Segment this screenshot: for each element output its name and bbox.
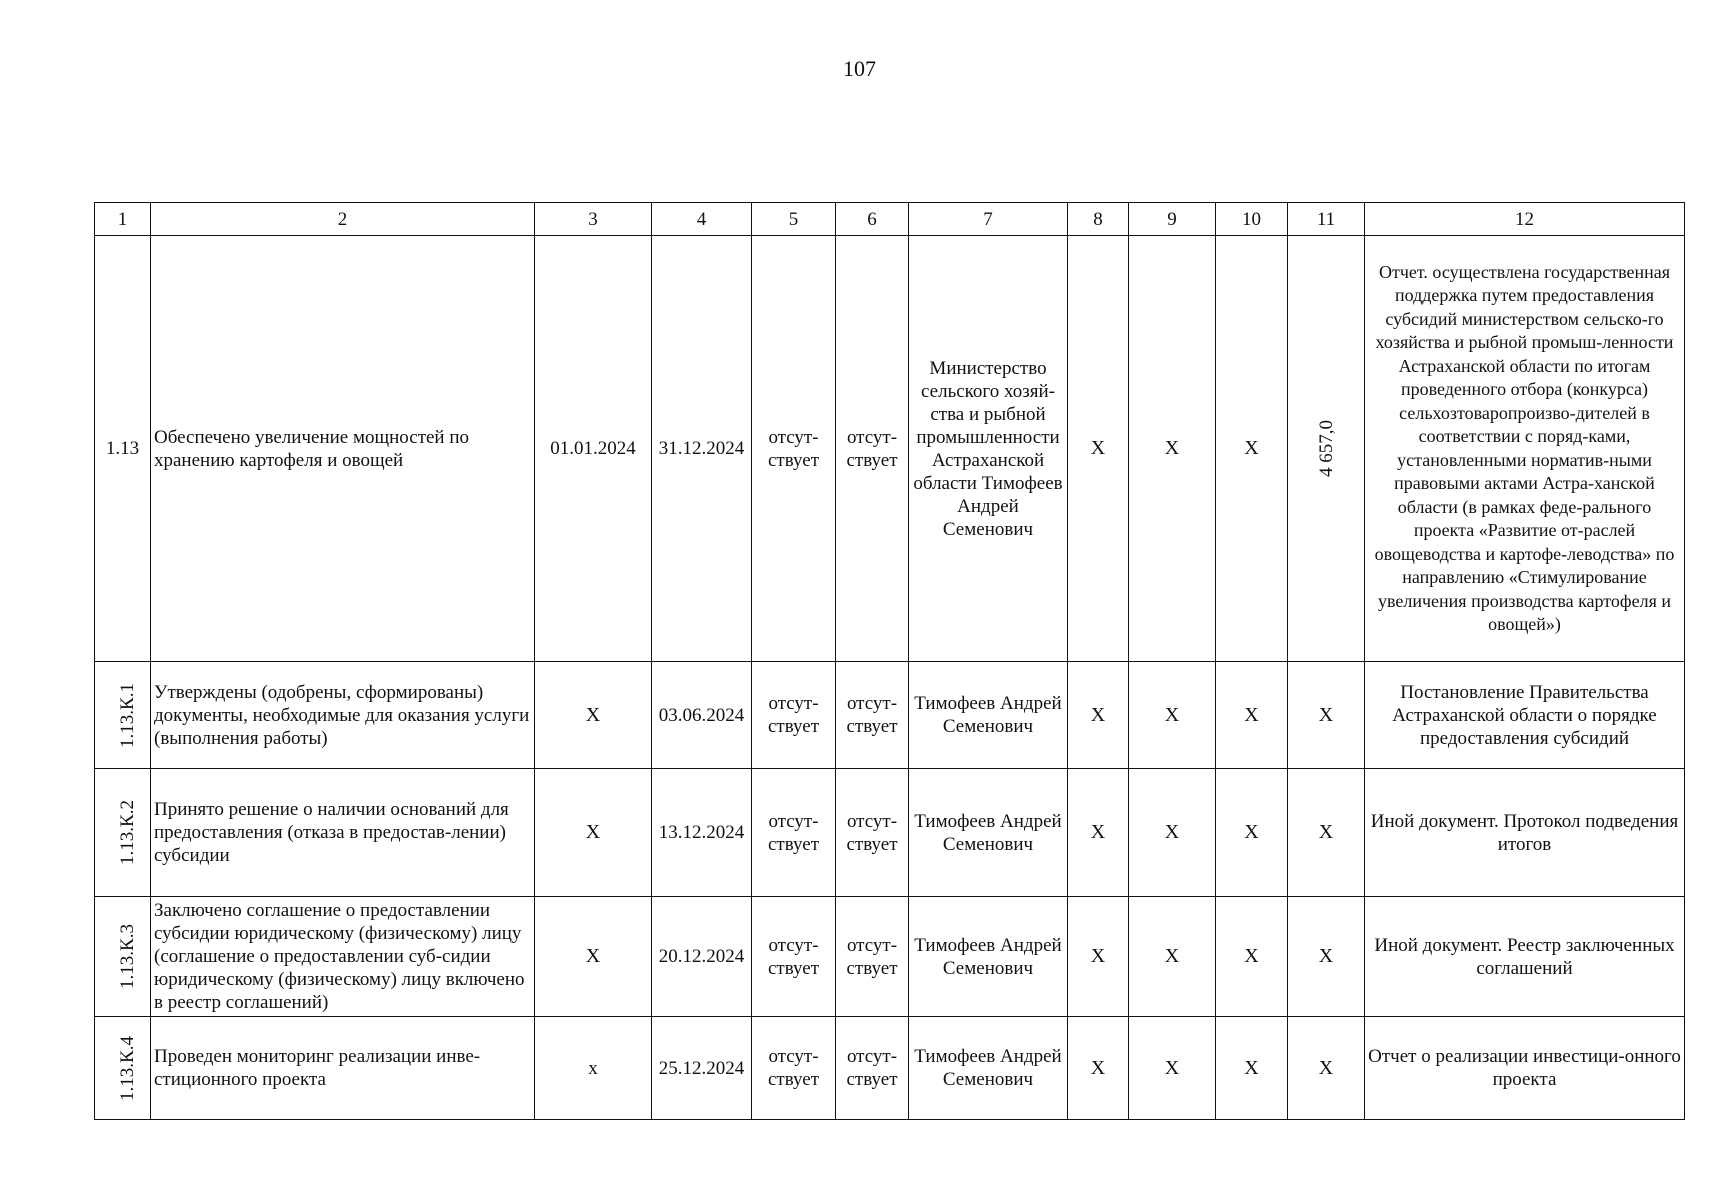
row-col10: X bbox=[1216, 236, 1288, 662]
row-responsible: Тимофеев Андрей Семенович bbox=[909, 897, 1068, 1017]
row-col5: отсут-ствует bbox=[752, 897, 836, 1017]
row-id bbox=[95, 897, 151, 1017]
row-col9: X bbox=[1129, 662, 1216, 769]
row-col6: отсут-ствует bbox=[836, 662, 909, 769]
row-col11: X bbox=[1288, 662, 1365, 769]
table-row bbox=[95, 769, 1685, 897]
header-cell: 7 bbox=[909, 203, 1068, 236]
header-cell: 5 bbox=[752, 203, 836, 236]
row-id bbox=[95, 1017, 151, 1120]
row-responsible: Тимофеев Андрей Семенович bbox=[909, 769, 1068, 897]
row-responsible: Тимофеев Андрей Семенович bbox=[909, 1017, 1068, 1120]
row-col11 bbox=[1288, 236, 1365, 662]
row-end-date: 03.06.2024 bbox=[652, 662, 752, 769]
row-end-date: 13.12.2024 bbox=[652, 769, 752, 897]
header-row bbox=[95, 203, 1685, 236]
plan-table bbox=[94, 202, 1685, 1120]
header-cell: 9 bbox=[1129, 203, 1216, 236]
row-result: Постановление Правительства Астраханской области о порядке предоставления субсидий bbox=[1365, 662, 1685, 769]
row-col10: X bbox=[1216, 662, 1288, 769]
row-col9: X bbox=[1129, 897, 1216, 1017]
row-end-date: 20.12.2024 bbox=[652, 897, 752, 1017]
row-result: Отчет. осуществлена государственная поддержка путем предоставления субсидий министерством сельско-го хозяйства и рыбной промыш-ленности Астраханской области по итогам проведенного отбора (конкурса) сельхозтоваропроизво-дителей в соответствии с поряд-ками, установленными норматив-ными правовыми актами Астра-ханской области (в рамках феде-рального проекта «Развитие от-раслей овощеводства и картофе-леводства» по направлению «Стимулирование увеличения производства картофеля и овощей») bbox=[1365, 236, 1685, 662]
row-col8: X bbox=[1068, 236, 1129, 662]
row-id-value: 1.13.К.1 bbox=[116, 682, 138, 748]
row-start-date: X bbox=[535, 897, 652, 1017]
row-responsible: Тимофеев Андрей Семенович bbox=[909, 662, 1068, 769]
header-cell: 4 bbox=[652, 203, 752, 236]
row-col5: отсут-ствует bbox=[752, 769, 836, 897]
row-id bbox=[95, 662, 151, 769]
page-number: 107 bbox=[843, 56, 876, 81]
row-col8: X bbox=[1068, 897, 1129, 1017]
row-col6: отсут-ствует bbox=[836, 897, 909, 1017]
header-cell: 2 bbox=[151, 203, 535, 236]
table-row bbox=[95, 897, 1685, 1017]
table-row bbox=[95, 662, 1685, 769]
row-title: Обеспечено увеличение мощностей по хранению картофеля и овощей bbox=[151, 236, 535, 662]
row-col10: X bbox=[1216, 769, 1288, 897]
row-end-date: 25.12.2024 bbox=[652, 1017, 752, 1120]
row-title: Принято решение о наличии оснований для предоставления (отказа в предостав-лении) субсидии bbox=[151, 769, 535, 897]
row-result: Иной документ. Протокол подведения итогов bbox=[1365, 769, 1685, 897]
row-col11: X bbox=[1288, 769, 1365, 897]
row-id bbox=[95, 769, 151, 897]
row-col8: X bbox=[1068, 1017, 1129, 1120]
row-start-date: 01.01.2024 bbox=[535, 236, 652, 662]
row-col10: X bbox=[1216, 1017, 1288, 1120]
row-col8: X bbox=[1068, 769, 1129, 897]
table-row bbox=[95, 1017, 1685, 1120]
row-id-value: 1.13.К.3 bbox=[116, 924, 138, 989]
header-cell: 12 bbox=[1365, 203, 1685, 236]
row-col11-value: 4 657,0 bbox=[1315, 420, 1337, 477]
row-col5: отсут-ствует bbox=[752, 662, 836, 769]
row-col9: X bbox=[1129, 236, 1216, 662]
row-start-date: x bbox=[535, 1017, 652, 1120]
row-col5: отсут-ствует bbox=[752, 1017, 836, 1120]
row-col6: отсут-ствует bbox=[836, 236, 909, 662]
row-responsible: Министерство сельского хозяй-ства и рыбной промышленности Астраханской области Тимофеев Андрей Семенович bbox=[909, 236, 1068, 662]
row-result: Отчет о реализации инвестици-онного проекта bbox=[1365, 1017, 1685, 1120]
table-row bbox=[95, 236, 1685, 662]
row-col8: X bbox=[1068, 662, 1129, 769]
row-col6: отсут-ствует bbox=[836, 769, 909, 897]
row-col11: X bbox=[1288, 1017, 1365, 1120]
header-cell: 6 bbox=[836, 203, 909, 236]
header-cell: 10 bbox=[1216, 203, 1288, 236]
row-col9: X bbox=[1129, 1017, 1216, 1120]
header-cell: 3 bbox=[535, 203, 652, 236]
row-start-date: X bbox=[535, 769, 652, 897]
header-cell: 8 bbox=[1068, 203, 1129, 236]
row-title: Проведен мониторинг реализации инве-стиционного проекта bbox=[151, 1017, 535, 1120]
row-col10: X bbox=[1216, 897, 1288, 1017]
row-end-date: 31.12.2024 bbox=[652, 236, 752, 662]
row-title: Заключено соглашение о предоставлении субсидии юридическому (физическому) лицу (соглашение о предоставлении суб-сидии юридическому (физическому) лицу включено в реестр соглашений) bbox=[151, 897, 535, 1017]
row-title: Утверждены (одобрены, сформированы) документы, необходимые для оказания услуги (выполнения работы) bbox=[151, 662, 535, 769]
row-col6: отсут-ствует bbox=[836, 1017, 909, 1120]
row-col11: X bbox=[1288, 897, 1365, 1017]
row-start-date: X bbox=[535, 662, 652, 769]
row-col5: отсут-ствует bbox=[752, 236, 836, 662]
row-result: Иной документ. Реестр заключенных соглашений bbox=[1365, 897, 1685, 1017]
row-id: 1.13 bbox=[95, 236, 151, 662]
header-cell: 11 bbox=[1288, 203, 1365, 236]
row-id-value: 1.13.К.2 bbox=[116, 800, 138, 865]
header-cell: 1 bbox=[95, 203, 151, 236]
row-id-value: 1.13.К.4 bbox=[116, 1035, 138, 1101]
row-col9: X bbox=[1129, 769, 1216, 897]
